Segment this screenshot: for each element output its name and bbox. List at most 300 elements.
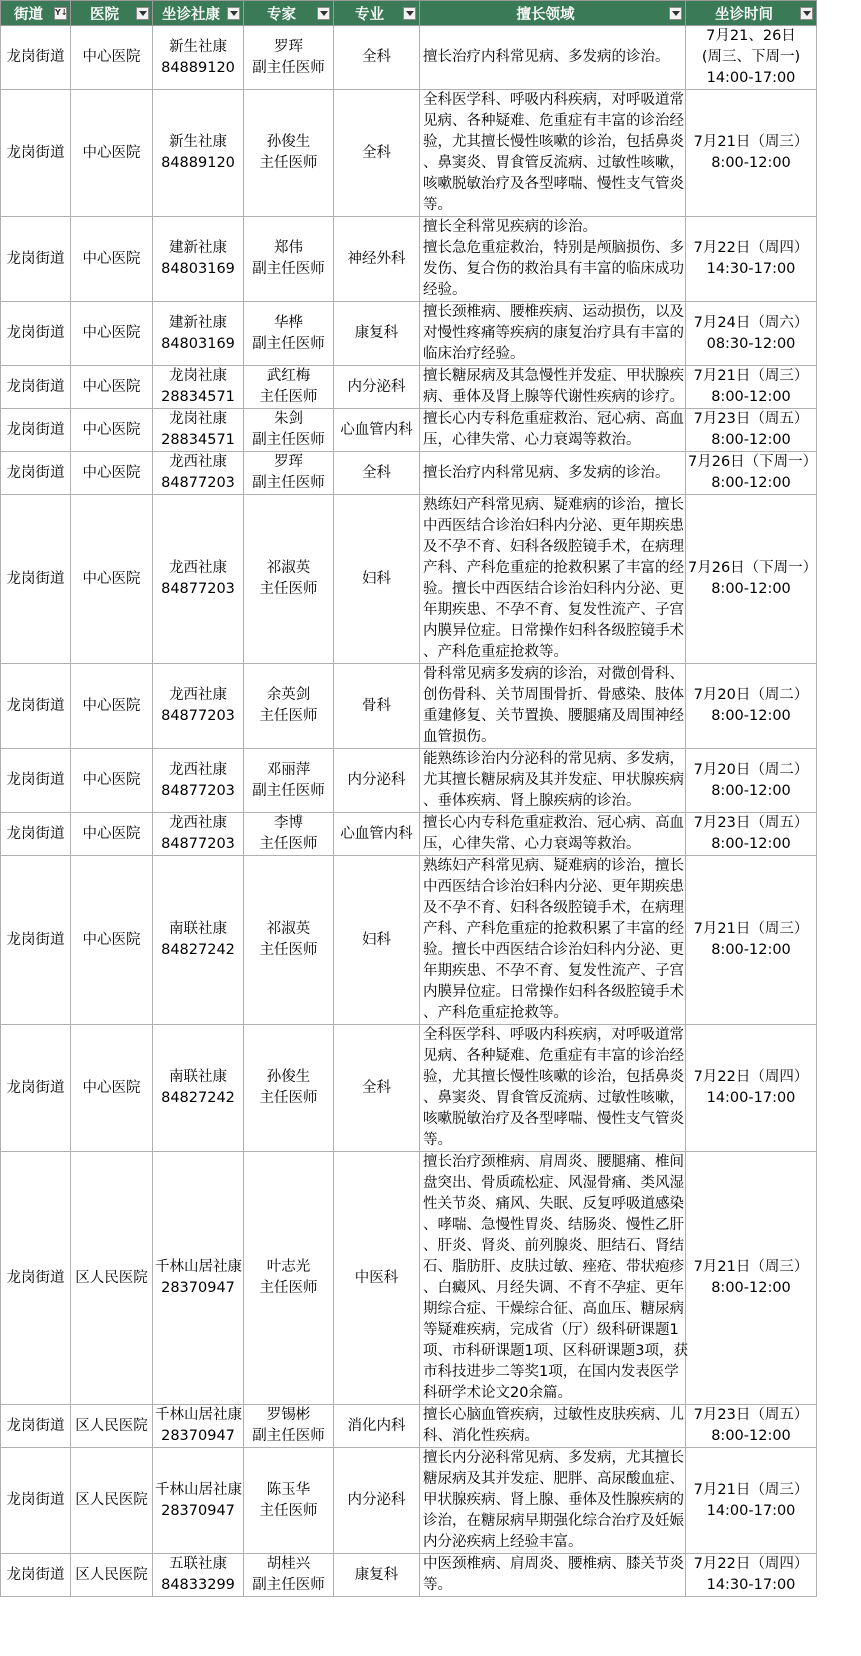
doctor-cell-line: 朱剑 <box>274 411 303 427</box>
specialty-cell[interactable] <box>420 26 686 90</box>
doctor-cell-line: 副主任医师 <box>252 335 325 352</box>
clinic-cell-line: 28370947 <box>161 1502 235 1519</box>
specialty-cell-line: 能熟练诊治内分泌科的常见病、多发病， <box>423 751 684 767</box>
time-cell-line: 7月21日（周三） <box>693 921 809 937</box>
specialty-cell-line: 石、脂肪肝、皮肤过敏、痤疮、带状疱疹 <box>423 1259 684 1275</box>
clinic-cell-line: 28370947 <box>161 1428 235 1444</box>
time-cell[interactable] <box>686 366 817 409</box>
street-cell[interactable]: 龙岗街道 <box>1 813 71 856</box>
dept-cell[interactable]: 内分泌科 <box>334 366 420 409</box>
clinic-cell-line: 84889120 <box>161 155 235 171</box>
time-cell[interactable] <box>686 749 817 813</box>
clinic-cell-line: 84877203 <box>161 782 235 799</box>
specialty-cell[interactable] <box>420 495 686 664</box>
clinic-cell[interactable] <box>153 26 244 90</box>
clinic-cell[interactable] <box>153 1152 244 1405</box>
street-cell[interactable]: 龙岗街道 <box>1 1554 71 1597</box>
specialty-cell[interactable] <box>420 813 686 856</box>
table-row <box>1 217 817 302</box>
specialty-cell-line: 年期疾患、不孕不育、复发性流产、子宫 <box>423 963 684 979</box>
specialty-cell-line: 、鼻窦炎、胃食管反流病、过敏性咳嗽， <box>423 1090 684 1106</box>
doctor-cell-line: 余英剑 <box>266 687 311 703</box>
filter-dropdown-icon[interactable] <box>227 7 240 20</box>
doctor-cell[interactable] <box>244 813 334 856</box>
specialty-cell-line: 重建修复、关节置换、腰腿痛及周围神经 <box>423 708 684 724</box>
column-header-doctor[interactable] <box>244 1 334 26</box>
hospital-cell[interactable]: 区人民医院 <box>71 1405 153 1448</box>
specialty-cell-line: 、鼻窦炎、胃食管反流病、过敏性咳嗽， <box>423 155 684 171</box>
specialty-cell-line: 骨科常见病多发病的诊治，对微创骨科、 <box>423 666 684 682</box>
clinic-cell[interactable] <box>153 1554 244 1597</box>
column-header-clinic[interactable] <box>153 1 244 26</box>
clinic-cell[interactable] <box>153 495 244 664</box>
column-header-label: 坐诊社康 <box>162 6 220 23</box>
doctor-cell-line: 主任医师 <box>259 942 318 958</box>
column-header-label: 医院 <box>90 6 119 23</box>
dept-cell[interactable]: 心血管内科 <box>334 813 420 856</box>
clinic-cell-line: 84827242 <box>161 942 235 958</box>
doctor-cell[interactable] <box>244 749 334 813</box>
street-cell[interactable]: 龙岗街道 <box>1 217 71 302</box>
time-cell-line: 08:30-12:00 <box>706 335 796 352</box>
specialty-cell-line: 全科医学科、呼吸内科疾病，对呼吸道常 <box>423 92 684 108</box>
specialty-cell-line: 擅长内分泌科常见病、多发病，尤其擅长 <box>423 1450 684 1466</box>
doctor-cell-line: 祁淑英 <box>266 921 311 937</box>
time-cell-line: 8:00-12:00 <box>711 782 791 799</box>
specialty-cell-line: 及不孕不育、妇科各级腔镜手术，在病理 <box>423 900 684 916</box>
time-cell-line: 7月23日（周五） <box>693 815 809 831</box>
doctor-cell-line: 副主任医师 <box>252 432 325 448</box>
specialty-cell-line: 擅长颈椎病、腰椎疾病、运动损伤，以及 <box>423 304 684 320</box>
clinic-cell-line: 五联社康 <box>169 1556 227 1572</box>
column-header-specialty[interactable] <box>420 1 686 26</box>
table-row <box>1 26 817 90</box>
street-cell[interactable]: 龙岗街道 <box>1 452 71 495</box>
clinic-cell[interactable] <box>153 90 244 217</box>
hospital-cell[interactable]: 中心医院 <box>71 495 153 664</box>
time-cell[interactable] <box>686 856 817 1025</box>
time-cell[interactable] <box>686 452 817 495</box>
time-cell-line: 14:30-17:00 <box>706 261 796 277</box>
column-header-street[interactable] <box>1 1 71 26</box>
dept-cell[interactable]: 妇科 <box>334 495 420 664</box>
specialty-cell[interactable] <box>420 302 686 366</box>
clinic-cell[interactable] <box>153 1448 244 1554</box>
dept-cell[interactable]: 消化内科 <box>334 1405 420 1448</box>
time-cell-line: 14:30-17:00 <box>706 1577 796 1593</box>
time-cell[interactable] <box>686 664 817 749</box>
column-header-label: 专家 <box>267 6 296 23</box>
time-cell-line: 8:00-12:00 <box>711 708 791 724</box>
time-cell[interactable] <box>686 1405 817 1448</box>
time-cell-line: 8:00-12:00 <box>711 942 791 958</box>
dept-cell[interactable]: 全科 <box>334 452 420 495</box>
street-cell[interactable]: 龙岗街道 <box>1 749 71 813</box>
clinic-cell-line: 84889120 <box>161 59 235 76</box>
hospital-cell[interactable]: 中心医院 <box>71 856 153 1025</box>
doctor-cell-line: 主任医师 <box>259 836 318 852</box>
specialty-cell-line: 等。 <box>423 1577 452 1593</box>
time-cell[interactable] <box>686 1152 817 1405</box>
specialty-cell-line: 擅长治疗内科常见病、多发病的诊治。 <box>423 464 670 481</box>
table-row <box>1 495 817 664</box>
table-row <box>1 452 817 495</box>
doctor-cell-line: 华桦 <box>274 314 303 331</box>
specialty-cell-line: 全科医学科、呼吸内科疾病，对呼吸道常 <box>423 1027 684 1043</box>
doctor-cell-line: 孙俊生 <box>266 1069 311 1085</box>
table-body <box>1 26 817 1597</box>
time-cell-line: 8:00-12:00 <box>711 389 791 405</box>
hospital-cell[interactable]: 中心医院 <box>71 366 153 409</box>
doctor-cell-line: 罗珲 <box>274 454 303 470</box>
time-cell-line: 7月22日（周四） <box>693 1556 809 1572</box>
doctor-cell[interactable] <box>244 1554 334 1597</box>
doctor-cell-line: 陈玉华 <box>266 1481 311 1498</box>
specialty-cell[interactable] <box>420 452 686 495</box>
doctor-cell[interactable] <box>244 409 334 452</box>
doctor-cell-line: 主任医师 <box>259 389 318 405</box>
dept-cell[interactable]: 全科 <box>334 90 420 217</box>
hospital-cell[interactable]: 中心医院 <box>71 1025 153 1152</box>
doctor-cell-line: 主任医师 <box>259 708 318 724</box>
specialty-cell-line: 验。擅长中西医结合诊治妇科内分泌、更 <box>423 942 684 958</box>
clinic-cell[interactable] <box>153 1405 244 1448</box>
street-cell[interactable]: 龙岗街道 <box>1 1152 71 1405</box>
dept-cell[interactable]: 妇科 <box>334 856 420 1025</box>
specialty-cell-line: 科、消化性疾病。 <box>423 1428 539 1444</box>
clinic-cell-line: 28834571 <box>161 432 235 448</box>
doctor-cell-line: 叶志光 <box>266 1259 311 1275</box>
specialty-cell-line: 对慢性疼痛等疾病的康复治疗具有丰富的 <box>423 325 684 341</box>
doctor-cell[interactable] <box>244 26 334 90</box>
hospital-cell[interactable]: 中心医院 <box>71 90 153 217</box>
specialty-cell-line: 熟练妇产科常见病、疑难病的诊治，擅长 <box>423 858 684 874</box>
specialty-cell-line: 擅长全科常见疾病的诊治。 <box>423 219 597 235</box>
table-row <box>1 856 817 1025</box>
street-cell[interactable]: 龙岗街道 <box>1 1405 71 1448</box>
specialty-cell-line: 糖尿病及其并发症、肥胖、高尿酸血症、 <box>423 1471 684 1487</box>
hospital-cell[interactable]: 中心医院 <box>71 26 153 90</box>
time-cell-line: 7月20日（周二） <box>693 761 809 778</box>
hospital-cell[interactable]: 中心医院 <box>71 302 153 366</box>
clinic-cell-line: 84877203 <box>161 708 235 724</box>
clinic-cell-line: 28834571 <box>161 389 235 405</box>
doctor-cell-line: 武红梅 <box>266 368 311 384</box>
dept-cell[interactable]: 神经外科 <box>334 217 420 302</box>
doctor-cell-line: 郑伟 <box>274 240 303 256</box>
time-cell[interactable] <box>686 217 817 302</box>
column-header-label: 擅长领域 <box>516 6 575 23</box>
time-cell-line: 8:00-12:00 <box>711 155 791 171</box>
street-cell[interactable]: 龙岗街道 <box>1 409 71 452</box>
doctor-cell-line: 副主任医师 <box>252 261 325 277</box>
doctor-cell-line: 邓丽萍 <box>266 761 311 778</box>
time-cell[interactable] <box>686 90 817 217</box>
time-cell[interactable] <box>686 302 817 366</box>
specialty-cell[interactable] <box>420 409 686 452</box>
dept-cell[interactable]: 内分泌科 <box>334 749 420 813</box>
dept-cell[interactable]: 心血管内科 <box>334 409 420 452</box>
specialty-cell-line: 擅长心内专科危重症救治、冠心病、高血 <box>423 411 684 427</box>
doctor-cell-line: 罗珲 <box>274 38 303 55</box>
clinic-cell-line: 南联社康 <box>169 1069 227 1085</box>
doctor-cell-line: 主任医师 <box>259 581 318 597</box>
street-cell[interactable]: 龙岗街道 <box>1 1448 71 1554</box>
column-header-dept[interactable] <box>334 1 420 26</box>
time-cell-line: (周三、下周一) <box>701 49 801 65</box>
hospital-cell[interactable]: 中心医院 <box>71 452 153 495</box>
doctor-cell[interactable] <box>244 217 334 302</box>
specialty-cell-line: 验，尤其擅长慢性咳嗽的诊治，包括鼻炎 <box>423 134 684 150</box>
street-cell[interactable]: 龙岗街道 <box>1 366 71 409</box>
time-cell-line: 7月21、26日 <box>706 28 796 44</box>
specialty-cell[interactable] <box>420 1025 686 1152</box>
street-cell[interactable]: 龙岗街道 <box>1 856 71 1025</box>
specialty-cell[interactable] <box>420 749 686 813</box>
specialty-cell-line: 、产科危重症抢救等。 <box>423 1005 568 1021</box>
clinic-cell-line: 龙西社康 <box>169 761 227 778</box>
clinic-cell[interactable] <box>153 366 244 409</box>
filter-dropdown-icon[interactable] <box>669 7 682 20</box>
specialty-cell-line: 创伤骨科、关节周围骨折、骨感染、肢体 <box>423 687 684 703</box>
specialty-cell-line: 盘突出、骨质疏松症、风湿骨痛、类风湿 <box>423 1175 684 1191</box>
dept-cell[interactable]: 全科 <box>334 26 420 90</box>
table-row <box>1 1448 817 1554</box>
time-cell-line: 8:00-12:00 <box>711 1280 791 1296</box>
time-cell[interactable] <box>686 26 817 90</box>
clinic-cell-line: 新生社康 <box>169 134 227 150</box>
specialty-cell-line: 经验。 <box>423 282 467 298</box>
dept-cell[interactable]: 内分泌科 <box>334 1448 420 1554</box>
column-header-hospital[interactable] <box>71 1 153 26</box>
clinic-cell-line: 84803169 <box>161 261 235 277</box>
specialty-cell-line: 、垂体疾病、肾上腺疾病的诊治。 <box>423 793 641 809</box>
table-row <box>1 1025 817 1152</box>
street-cell[interactable]: 龙岗街道 <box>1 26 71 90</box>
specialty-cell[interactable] <box>420 1152 686 1405</box>
specialty-cell-line: 验，尤其擅长慢性咳嗽的诊治，包括鼻炎 <box>423 1069 684 1085</box>
clinic-cell-line: 84833299 <box>161 1577 235 1593</box>
clinic-cell-line: 龙西社康 <box>169 454 227 470</box>
specialty-cell[interactable] <box>420 1405 686 1448</box>
clinic-cell[interactable] <box>153 749 244 813</box>
time-cell-line: 14:00-17:00 <box>706 70 796 86</box>
specialty-cell-line: 中医颈椎病、肩周炎、腰椎病、膝关节炎 <box>423 1556 684 1572</box>
doctor-cell-line: 主任医师 <box>259 1280 318 1296</box>
column-header-time[interactable] <box>686 1 817 26</box>
specialty-cell-line: 期综合症、干燥综合征、高血压、糖尿病 <box>423 1301 684 1317</box>
specialty-cell[interactable] <box>420 856 686 1025</box>
specialty-cell-line: 年期疾患、不孕不育、复发性流产、子宫 <box>423 602 684 618</box>
time-cell[interactable] <box>686 1448 817 1554</box>
clinic-cell-line: 千林山居社康 <box>155 1259 242 1275</box>
doctor-cell[interactable] <box>244 856 334 1025</box>
table-row <box>1 366 817 409</box>
time-cell-line: 7月21日（周三） <box>693 368 809 384</box>
filter-dropdown-icon[interactable] <box>136 7 149 20</box>
doctor-cell-line: 李博 <box>274 815 303 831</box>
doctor-cell-line: 主任医师 <box>259 155 318 171</box>
table-row <box>1 1554 817 1597</box>
doctor-cell-line: 主任医师 <box>259 1502 318 1519</box>
doctor-cell-line: 副主任医师 <box>252 475 325 491</box>
specialty-cell[interactable] <box>420 1554 686 1597</box>
dept-cell[interactable]: 康复科 <box>334 1554 420 1597</box>
filter-active-icon[interactable] <box>54 7 67 20</box>
table-row <box>1 664 817 749</box>
hospital-cell[interactable]: 区人民医院 <box>71 1152 153 1405</box>
table-row <box>1 1405 817 1448</box>
doctor-cell-line: 副主任医师 <box>252 59 325 76</box>
doctor-cell[interactable] <box>244 1152 334 1405</box>
time-cell-line: 8:00-12:00 <box>711 836 791 852</box>
doctor-cell[interactable] <box>244 1448 334 1554</box>
doctor-cell[interactable] <box>244 1025 334 1152</box>
clinic-cell[interactable] <box>153 409 244 452</box>
time-cell[interactable] <box>686 409 817 452</box>
table-row <box>1 749 817 813</box>
time-cell-line: 7月26日（下周一） <box>688 454 818 470</box>
doctor-cell[interactable] <box>244 664 334 749</box>
doctor-cell[interactable] <box>244 1405 334 1448</box>
street-cell[interactable]: 龙岗街道 <box>1 302 71 366</box>
specialty-cell-line: 见病、各种疑难、危重症有丰富的诊治经 <box>423 1048 684 1064</box>
table-row <box>1 1152 817 1405</box>
dept-cell[interactable]: 中医科 <box>334 1152 420 1405</box>
hospital-cell[interactable]: 中心医院 <box>71 749 153 813</box>
dept-cell[interactable]: 全科 <box>334 1025 420 1152</box>
clinic-cell[interactable] <box>153 452 244 495</box>
time-cell[interactable] <box>686 495 817 664</box>
specialty-cell-line: 产科、产科危重症的抢救积累了丰富的经 <box>423 921 684 937</box>
clinic-cell[interactable] <box>153 856 244 1025</box>
hospital-cell[interactable]: 区人民医院 <box>71 1554 153 1597</box>
filter-dropdown-icon[interactable] <box>403 7 416 20</box>
doctor-cell-line: 罗锡彬 <box>266 1407 311 1423</box>
clinic-cell[interactable] <box>153 302 244 366</box>
specialty-cell-line: 、哮喘、急慢性胃炎、结肠炎、慢性乙肝 <box>423 1217 684 1233</box>
time-cell[interactable] <box>686 1025 817 1152</box>
time-cell-line: 14:00-17:00 <box>706 1502 796 1519</box>
clinic-cell-line: 84877203 <box>161 836 235 852</box>
specialty-cell-line: 血管损伤。 <box>423 729 496 745</box>
clinic-cell-line: 龙岗社康 <box>169 368 227 384</box>
table-row <box>1 302 817 366</box>
clinic-cell[interactable] <box>153 217 244 302</box>
table-row <box>1 813 817 856</box>
doctor-cell[interactable] <box>244 495 334 664</box>
time-cell-line: 8:00-12:00 <box>711 475 791 491</box>
specialty-cell-line: 项、市科研课题1项、区科研课题3项，获 <box>423 1343 688 1359</box>
table-row <box>1 409 817 452</box>
doctor-cell[interactable] <box>244 90 334 217</box>
clinic-cell-line: 84827242 <box>161 1090 235 1106</box>
specialty-cell-line: 等。 <box>423 197 452 213</box>
time-cell-line: 8:00-12:00 <box>711 581 791 597</box>
specialty-cell-line: 产科、产科危重症的抢救积累了丰富的经 <box>423 560 684 576</box>
specialty-cell[interactable] <box>420 366 686 409</box>
hospital-cell[interactable]: 中心医院 <box>71 813 153 856</box>
specialty-cell[interactable] <box>420 1448 686 1554</box>
specialty-cell-line: 内膜异位症。日常操作妇科各级腔镜手术 <box>423 623 684 639</box>
filter-dropdown-icon[interactable] <box>800 7 813 20</box>
specialty-cell-line: 压，心律失常、心力衰竭等救治。 <box>423 836 641 852</box>
specialty-cell-line: 性关节炎、痛风、失眠、反复呼吸道感染 <box>423 1196 684 1212</box>
specialty-cell-line: 擅长治疗内科常见病、多发病的诊治。 <box>423 49 670 65</box>
specialty-cell-line: 、白癜风、月经失调、不育不孕症、更年 <box>423 1280 684 1296</box>
doctor-cell-line: 副主任医师 <box>252 782 325 799</box>
specialty-cell-line: 见病、各种疑难、危重症有丰富的诊治经 <box>423 113 684 129</box>
specialty-cell[interactable] <box>420 664 686 749</box>
column-header-label: 坐诊时间 <box>715 6 773 23</box>
specialty-cell-line: 甲状腺疾病、肾上腺、垂体及性腺疾病的 <box>423 1492 684 1508</box>
doctor-cell[interactable] <box>244 366 334 409</box>
specialty-cell-line: 中西医结合诊治妇科内分泌、更年期疾患 <box>423 518 684 534</box>
clinic-cell-line: 南联社康 <box>169 921 227 937</box>
specialty-cell[interactable] <box>420 217 686 302</box>
column-header-label: 专业 <box>355 6 384 23</box>
specialty-cell-line: 擅长急危重症救治，特别是颅脑损伤、多 <box>423 240 684 256</box>
clinic-cell-line: 新生社康 <box>169 38 227 55</box>
specialty-cell-line: 熟练妇产科常见病、疑难病的诊治，擅长 <box>423 497 684 513</box>
time-cell-line: 7月22日（周四） <box>693 240 809 256</box>
clinic-cell-line: 建新社康 <box>169 314 227 331</box>
specialty-cell-line: 病、垂体及肾上腺等代谢性疾病的诊疗。 <box>423 389 684 405</box>
doctor-cell-line: 主任医师 <box>259 1090 318 1106</box>
specialty-cell-line: 擅长心内专科危重症救治、冠心病、高血 <box>423 815 684 831</box>
doctor-cell[interactable] <box>244 302 334 366</box>
hospital-cell[interactable]: 中心医院 <box>71 664 153 749</box>
table-row <box>1 90 817 217</box>
doctor-cell[interactable] <box>244 452 334 495</box>
doctor-cell-line: 副主任医师 <box>252 1577 325 1593</box>
clinic-cell[interactable] <box>153 813 244 856</box>
clinic-cell-line: 84877203 <box>161 475 235 491</box>
clinic-cell-line: 龙岗社康 <box>169 411 227 427</box>
time-cell-line: 7月23日（周五） <box>693 1407 809 1423</box>
time-cell-line: 7月24日（周六） <box>693 314 809 331</box>
time-cell[interactable] <box>686 1554 817 1597</box>
clinic-cell[interactable] <box>153 664 244 749</box>
time-cell-line: 7月21日（周三） <box>693 1481 809 1498</box>
specialty-cell-line: 内膜异位症。日常操作妇科各级腔镜手术 <box>423 984 684 1000</box>
specialty-cell-line: 、产科危重症抢救等。 <box>423 644 568 660</box>
street-cell[interactable]: 龙岗街道 <box>1 90 71 217</box>
filter-dropdown-icon[interactable] <box>317 7 330 20</box>
time-cell-line: 7月20日（周二） <box>693 687 809 703</box>
hospital-cell[interactable]: 区人民医院 <box>71 1448 153 1554</box>
clinic-cell-line: 28370947 <box>161 1280 235 1296</box>
specialty-cell-line: 发伤、复合伤的救治具有丰富的临床成功 <box>423 261 684 277</box>
clinic-cell-line: 千林山居社康 <box>155 1481 242 1498</box>
time-cell-line: 7月21日（周三） <box>693 1259 809 1275</box>
street-cell[interactable]: 龙岗街道 <box>1 664 71 749</box>
hospital-cell[interactable]: 中心医院 <box>71 217 153 302</box>
clinic-cell[interactable] <box>153 1025 244 1152</box>
specialty-cell-line: 等疑难疾病，完成省（厅）级科研课题1 <box>423 1322 679 1338</box>
hospital-cell[interactable]: 中心医院 <box>71 409 153 452</box>
specialty-cell-line: 、肝炎、肾炎、前列腺炎、胆结石、肾结 <box>423 1238 684 1254</box>
dept-cell[interactable]: 康复科 <box>334 302 420 366</box>
specialty-cell-line: 市科技进步二等奖1项，在国内发表医学 <box>423 1364 679 1380</box>
clinic-cell-line: 龙西社康 <box>169 815 227 831</box>
dept-cell[interactable]: 骨科 <box>334 664 420 749</box>
street-cell[interactable]: 龙岗街道 <box>1 495 71 664</box>
street-cell[interactable]: 龙岗街道 <box>1 1025 71 1152</box>
time-cell[interactable] <box>686 813 817 856</box>
specialty-cell[interactable] <box>420 90 686 217</box>
specialty-cell-line: 擅长心脑血管疾病，过敏性皮肤疾病、儿 <box>423 1407 684 1423</box>
